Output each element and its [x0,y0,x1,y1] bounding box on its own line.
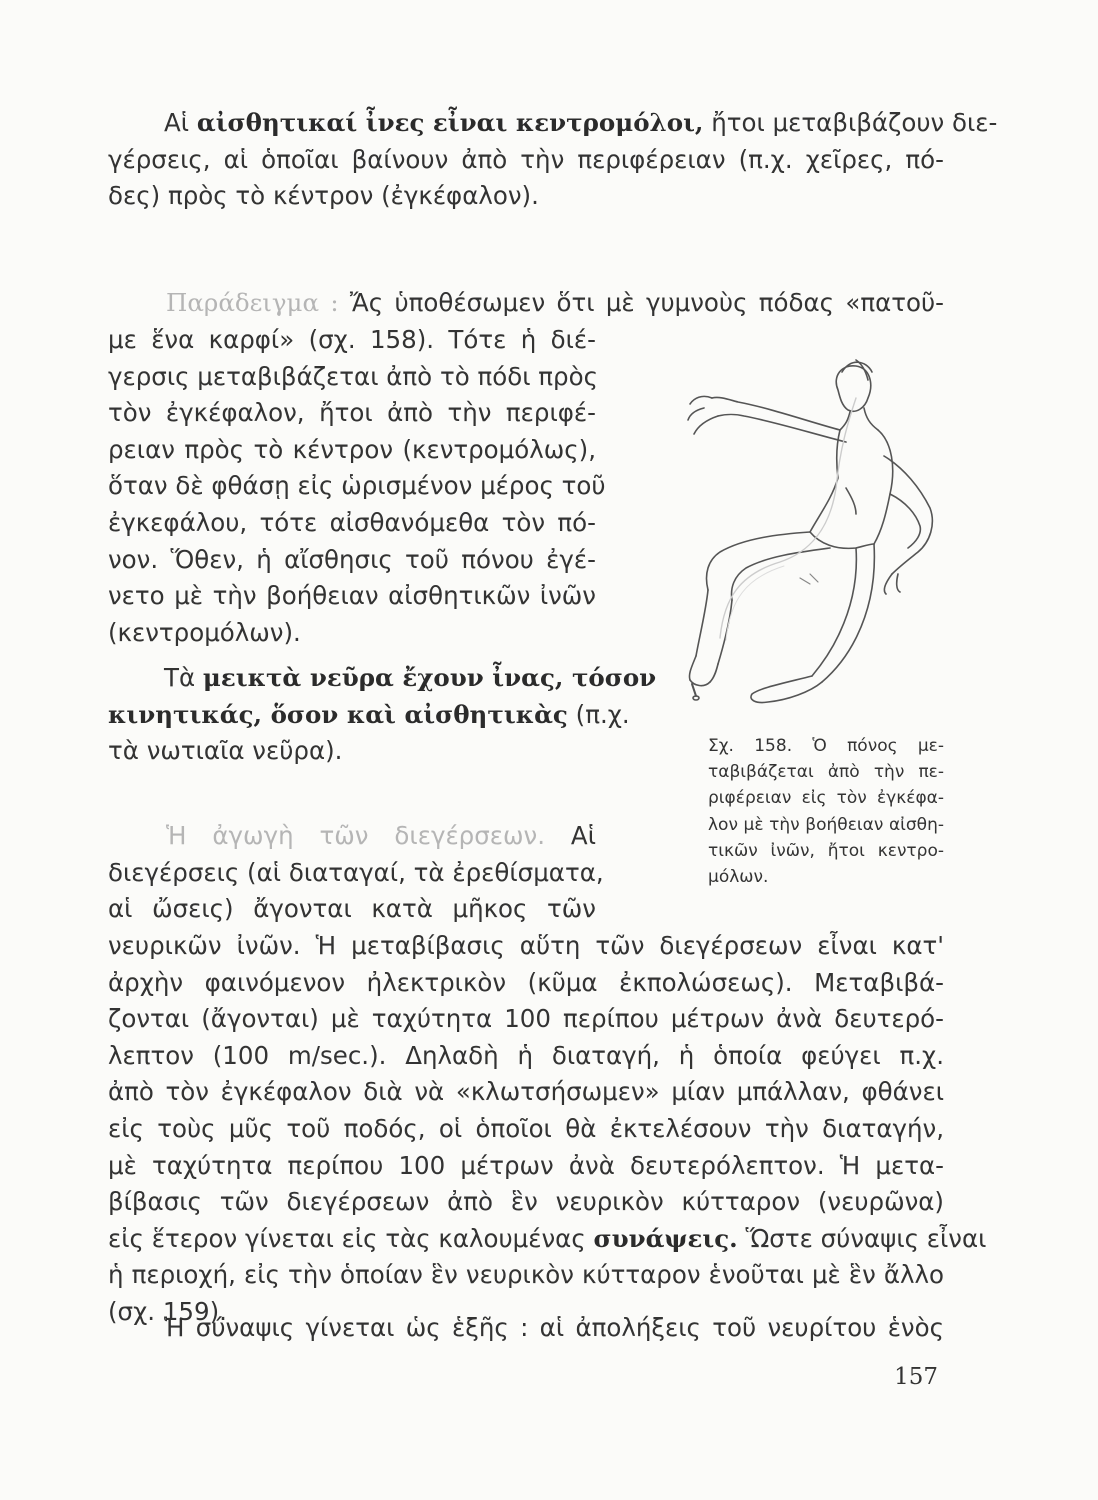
text-span: (π.χ. [567,699,630,729]
paragraph-sensory-fibers [108,105,998,215]
bold-term: μεικτὰ νεῦρα ἔχουν ἶνας, τόσον [202,663,657,692]
text-span: Τὰ [164,663,203,692]
paragraph-conduction-full [108,928,987,1331]
text-line: ὅταν δὲ φθάσῃ εἰς ὡρισμένον μέρος τοῦ [108,471,606,501]
text-span: Αἱ [545,821,596,850]
text-line: μὲ ταχύτητα περίπου 100 μέτρων ἀνὰ δευτερόλεπτον. Ἡ μετα- [108,1150,944,1180]
text-span: Ὥστε σύναψις εἶναι [737,1223,987,1253]
text-span: Ἡ σύναψις γίνεται ὡς ἑξῆς : αἱ ἀπολήξεις τοῦ νευρίτου ἑνὸς [164,1313,944,1342]
text-line: ἀπὸ τὸν ἐγκέφαλον διὰ νὰ «κλωτσήσωμεν» μίαν μπάλλαν, φθάνει [108,1077,944,1107]
text-span: Αἱ [164,108,197,137]
text-line: λεπτον (100 m/sec.). Δηλαδὴ ἡ διαταγή, ἡ ὁποία φεύγει π.χ. [108,1040,944,1070]
text-line: νον. Ὅθεν, ἡ αἴσθησις τοῦ πόνου ἐγέ- [108,544,596,574]
text-line [108,660,657,697]
caption-line: ριφέρειαν εἰς τὸν ἐγκέφα- [708,788,944,809]
text-line: νετο μὲ τὴν βοήθειαν αἰσθητικῶν ἰνῶν [108,581,596,611]
text-line: διεγέρσεις (αἱ διαταγαί, τὰ ἐρεθίσματα, [108,857,604,887]
text-line: νευρικῶν ἰνῶν. Ἡ μεταβίβασις αὕτη τῶν διεγέρσεων εἶναι κατ' [108,931,944,960]
figure-caption [708,733,944,890]
text-line [108,1221,987,1258]
caption-line: τικῶν ἰνῶν, ἤτοι κεντρο- [708,840,944,861]
text-span: ἤτοι μεταβιβάζουν διε- [703,108,998,137]
paragraph-mixed-nerves [108,660,657,770]
text-line: εἰς τοὺς μῦς τοῦ ποδός, οἱ ὁποῖοι θὰ ἐκτελέσουν τὴν διαταγήν, [108,1113,944,1143]
caption-line: Σχ. 158. Ὁ πόνος με- [708,736,944,756]
text-line: τὰ νωτιαῖα νεῦρα). [108,736,343,766]
text-line: ἡ περιοχή, εἰς τὴν ὁποίαν ἓν νευρικὸν κύτταρον ἑνοῦται μὲ ἓν ἄλλο [108,1260,944,1290]
text-line [108,105,998,142]
text-line [108,285,944,322]
bold-term: κινητικάς, ὅσον καὶ αἰσθητικὰς [108,699,568,729]
text-line: δες) πρὸς τὸ κέντρον (ἐγκέφαλον). [108,181,539,211]
bold-term: συνάψεις. [593,1223,738,1253]
text-line [108,818,596,855]
paragraph-conduction-narrow [108,818,604,928]
section-heading: Ἡ ἀγωγὴ τῶν διεγέρσεων. [166,821,545,850]
text-line: (κεντρομόλων). [108,617,301,647]
text-line: γέρσεις, αἱ ὁποῖαι βαίνουν ἀπὸ τὴν περιφέρειαν (π.χ. χεῖρες, πό- [108,144,944,174]
text-line [108,697,630,734]
caption-line: μόλων. [708,867,769,888]
bold-term: αἰσθητικαί ἶνες εἶναι κεντρομόλοι, [196,108,704,137]
paragraph-example [108,285,944,322]
text-line: ζονται (ἄγονται) μὲ ταχύτητα 100 περίπου μέτρων ἀνὰ δευτερό- [108,1004,944,1034]
text-line: αἱ ὤσεις) ἄγονται κατὰ μῆκος τῶν [108,894,596,924]
text-line: ἐγκεφάλου, τότε αἰσθανόμεθα τὸν πό- [108,507,596,537]
paragraph-example-wrapped [108,322,606,651]
example-label: Παράδειγμα : [166,288,339,317]
paragraph-synapsis [108,1310,944,1347]
text-line: ἀρχὴν φαινόμενον ἠλεκτρικὸν (κῦμα ἐκπολώσεως). Μεταβιβά- [108,967,944,997]
text-line: με ἕνα καρφί» (σχ. 158). Τότε ἡ διέ- [108,325,596,354]
text-span: Ἄς ὑποθέσωμεν ὅτι μὲ γυμνοὺς πόδας «πατοῦ- [338,288,945,317]
caption-line: ταβιβάζεται ἀπὸ τὴν πε- [708,762,944,783]
text-line: τὸν ἐγκέφαλον, ἤτοι ἀπὸ τὴν περιφέ- [108,398,596,428]
text-line: γερσις μεταβιβάζεται ἀπὸ τὸ πόδι πρὸς [108,361,598,391]
text-line [108,1310,944,1347]
text-span: εἰς ἕτερον γίνεται εἰς τὰς καλουμένας [108,1223,594,1253]
page-number: 157 [894,1364,938,1390]
text-line: ρειαν πρὸς τὸ κέντρον (κεντρομόλως), [108,434,596,464]
figure-pain-illustration [660,338,950,723]
text-line: βίβασις τῶν διεγέρσεων ἀπὸ ἓν νευρικὸν κύτταρον (νευρῶνα) [108,1187,944,1217]
text-line: (σχ. 159). [108,1296,227,1326]
caption-line: λον μὲ τὴν βοήθειαν αἰσθη- [708,814,944,835]
